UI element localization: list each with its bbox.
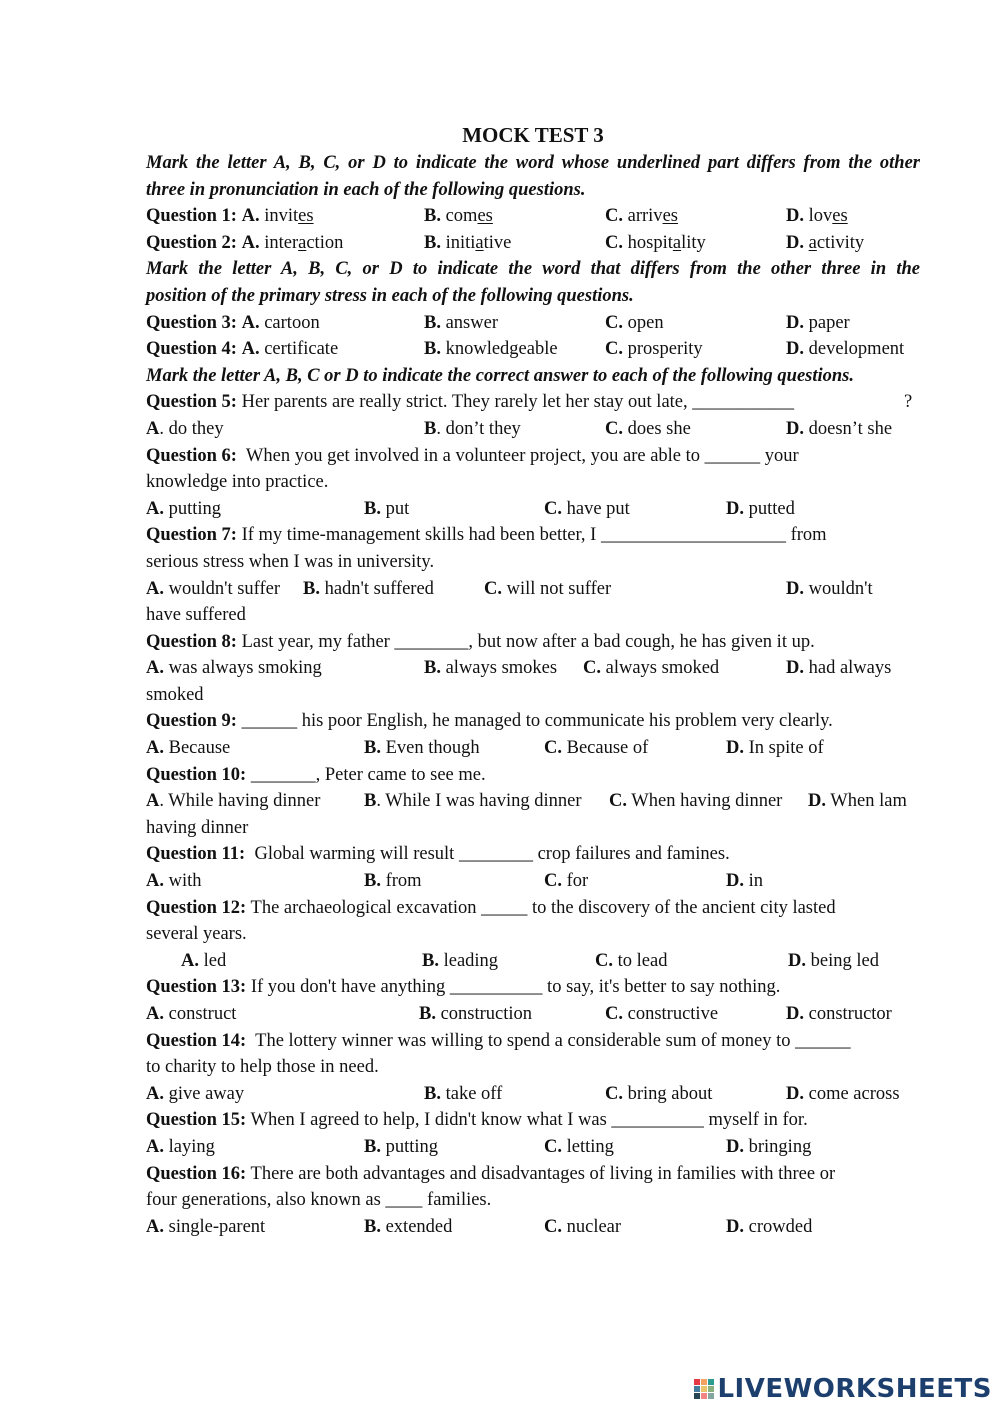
logo-square xyxy=(694,1386,700,1392)
liveworksheets-logo[interactable] xyxy=(694,1371,992,1407)
question-13-options xyxy=(146,1001,920,1028)
question-8-options xyxy=(146,655,920,682)
question-12-options xyxy=(146,948,920,975)
q6-option-a[interactable]: A. putting xyxy=(146,498,222,519)
question-2-options: Question 2: A. interaction B. initiative C. hospitality D. activity xyxy=(146,230,920,257)
q13-option-b[interactable]: B. construction xyxy=(419,1004,533,1024)
question-11-options xyxy=(146,868,920,895)
q11-option-a[interactable]: A. with xyxy=(146,871,202,892)
q4-option-b[interactable]: B. knowledgeable xyxy=(424,339,558,360)
q9-option-d[interactable]: D. In spite of xyxy=(726,738,824,759)
q15-option-b[interactable]: B. putting xyxy=(364,1136,439,1157)
q8-option-d[interactable]: D. had always xyxy=(786,658,892,679)
q8-option-c[interactable]: C. always smoked xyxy=(583,658,720,679)
q5-option-b[interactable]: B. don’t they xyxy=(424,418,521,439)
question-12-stem: Question 12: The archaeological excavation _____ to the discovery of the ancient city lasted xyxy=(146,897,836,918)
q8-option-a[interactable]: A. was always smoking xyxy=(146,658,322,679)
q3-option-d[interactable]: D. paper xyxy=(786,312,850,333)
q2-option-d[interactable]: D. activity xyxy=(786,232,865,253)
q6-option-c[interactable]: C. have put xyxy=(544,498,630,519)
logo-square xyxy=(708,1379,714,1385)
q16-option-c[interactable]: C. nuclear xyxy=(544,1216,622,1237)
q12-option-a[interactable]: A. led xyxy=(181,950,227,971)
q16-option-a[interactable]: A. single-parent xyxy=(146,1216,266,1237)
q11-option-b[interactable]: B. from xyxy=(364,871,422,892)
q3-option-b[interactable]: B. answer xyxy=(424,312,498,333)
q9-option-a[interactable]: A. Because xyxy=(146,738,231,759)
logo-square xyxy=(694,1393,700,1399)
q9-option-b[interactable]: B. Even though xyxy=(364,738,480,759)
q5-option-d[interactable]: D. doesn’t she xyxy=(786,418,893,439)
q15-option-c[interactable]: C. letting xyxy=(544,1136,614,1157)
logo-square xyxy=(701,1379,707,1385)
question-1-options: Question 1: A. invites B. comes C. arrives D. loves xyxy=(146,203,920,230)
q14-option-c[interactable]: C. bring about xyxy=(605,1083,713,1104)
q15-option-d[interactable]: D. bringing xyxy=(726,1136,812,1157)
question-4-options: Question 4: A. certificate B. knowledgeable C. prosperity D. development xyxy=(146,336,920,363)
question-10-stem: Question 10: _______, Peter came to see me. xyxy=(146,764,486,785)
q11-option-c[interactable]: C. for xyxy=(544,871,589,892)
question-10-options xyxy=(146,788,920,815)
q9-option-c[interactable]: C. Because of xyxy=(544,738,649,759)
question-13-stem: Question 13: If you don't have anything __________ to say, it's better to say nothing. xyxy=(146,977,781,998)
logo-square xyxy=(701,1393,707,1399)
q7-option-b[interactable]: B. hadn't suffered xyxy=(303,578,434,599)
q3-option-c[interactable]: C. open xyxy=(605,312,664,333)
question-15-options xyxy=(146,1134,920,1161)
question-7-stem: Question 7: If my time-management skills had been better, I ____________________ from xyxy=(146,525,827,546)
question-7-options xyxy=(146,576,920,603)
question-3-options: Question 3: A. cartoon B. answer C. open D. paper xyxy=(146,310,920,337)
q4-option-c[interactable]: C. prosperity xyxy=(605,339,703,360)
logo-square xyxy=(701,1386,707,1392)
q4-option-d[interactable]: D. development xyxy=(786,339,905,360)
q6-option-d[interactable]: D. putted xyxy=(726,498,795,519)
q5-option-c[interactable]: C. does she xyxy=(605,418,691,439)
q2-option-b[interactable]: B. initiative xyxy=(424,232,512,253)
q15-option-a[interactable]: A. laying xyxy=(146,1136,215,1157)
q1-option-b[interactable]: B. comes xyxy=(424,206,493,227)
question-14-stem: Question 14: The lottery winner was willing to spend a considerable sum of money to ______ xyxy=(146,1030,851,1051)
q7-option-c[interactable]: C. will not suffer xyxy=(484,578,612,599)
q16-option-d[interactable]: D. crowded xyxy=(726,1216,813,1237)
logo-square xyxy=(708,1386,714,1392)
question-16-options xyxy=(146,1214,920,1241)
question-14-options xyxy=(146,1081,920,1108)
question-6-options xyxy=(146,496,920,523)
q5-option-a[interactable]: A. do they xyxy=(146,418,224,439)
q12-option-b[interactable]: B. leading xyxy=(422,950,499,971)
q16-option-b[interactable]: B. extended xyxy=(364,1216,453,1237)
q8-option-b[interactable]: B. always smokes xyxy=(424,658,558,679)
liveworksheets-grid-icon xyxy=(694,1379,714,1399)
question-6-stem: Question 6: When you get involved in a volunteer project, you are able to ______ your xyxy=(146,445,799,466)
logo-square xyxy=(708,1393,714,1399)
q1-option-d[interactable]: D. loves xyxy=(786,206,848,227)
question-5-options xyxy=(146,416,920,443)
q2-option-c[interactable]: C. hospitality xyxy=(605,232,706,253)
question-16-stem: Question 16: There are both advantages and disadvantages of living in families with three or xyxy=(146,1163,836,1184)
instruction-correct-answer: Mark the letter A, B, C or D to indicate the correct answer to each of the following questions. xyxy=(146,365,854,386)
instruction-stress: Mark the letter A, B, C, or D to indicate the word that differs from the other three in the position of the primary stress in each of the following questions. xyxy=(146,259,920,306)
q7-option-d[interactable]: D. wouldn't xyxy=(786,578,873,599)
question-9-options xyxy=(146,735,920,762)
q12-option-c[interactable]: C. to lead xyxy=(595,950,668,971)
question-9-stem: Question 9: ______ his poor English, he managed to communicate his problem very clearly. xyxy=(146,711,833,732)
q14-option-a[interactable]: A. give away xyxy=(146,1083,245,1104)
liveworksheets-wordmark: LIVEWORKSHEETS xyxy=(717,1374,992,1404)
q13-option-a[interactable]: A. construct xyxy=(146,1004,237,1024)
q10-option-c[interactable]: C. When having dinner xyxy=(609,791,783,812)
q12-option-d[interactable]: D. being led xyxy=(788,950,879,971)
question-11-stem: Question 11: Global warming will result ________ crop failures and famines. xyxy=(146,844,730,865)
question-8-stem: Question 8: Last year, my father ________, but now after a bad cough, he has given it up. xyxy=(146,631,815,652)
page-title: MOCK TEST 3 xyxy=(462,123,604,147)
question-15-stem: Question 15: When I agreed to help, I didn't know what I was __________ myself in for. xyxy=(146,1110,808,1131)
q10-option-b[interactable]: B. While I was having dinner xyxy=(364,791,582,812)
q6-option-b[interactable]: B. put xyxy=(364,498,410,519)
logo-square xyxy=(694,1379,700,1385)
q10-option-a[interactable]: A. While having dinner xyxy=(146,791,321,812)
question-5-stem: Question 5: Her parents are really strict. They rarely let her stay out late, ___________ ? xyxy=(146,392,913,413)
q13-option-c[interactable]: C. constructive xyxy=(605,1004,719,1024)
q1-option-c[interactable]: C. arrives xyxy=(605,206,678,227)
q14-option-b[interactable]: B. take off xyxy=(424,1083,503,1104)
instruction-pronunciation: Mark the letter A, B, C, or D to indicate the word whose underlined part differs from the other three in pronunciation in each of the following questions. xyxy=(146,153,920,200)
worksheet: MOCK TEST 3 Mark the letter A, B, C, or D to indicate the word whose underlined part differs from the other three in pronunciation in each of the following questions. Question 1: A. invites B. comes C. arrives D. loves Question 2: A. interaction B. initiative C. hospitality D. activity Mark the letter A, B, C, or D to indicate the word that differs from the other three in the position of the primary stress in each of the following questions. Question 3: A. cartoon B. answer C. open D. paper Question 4: A. certificate B. knowledgeable C. prosperity D. development Mark the letter A, B, C or D to indicate the correct answer to each of the following questions. Question 5: Her parents are really strict. They rarely let her stay out late, ___________ ? A. do they B. don’t they C. does she D. doesn’t she Question 6: When you get involved in a volunteer project, you are able to ______ your knowledge into practice. A. putting B. put C. have put D. putted Question 7: If my time-management skills had been better, I ____________________ from serious stress when I was in university. A. wouldn't suffer B. hadn't suffered C. will not suffer D. wouldn't have suffered Question 8: Last year, my father ________, but now after a bad cough, he has given it up. A. was always smoking B. always smokes C. always smoked D. had always smoked Question 9: ______ his poor English, he managed to communicate his problem very clearly. A. Because B. Even though C. Because of D. In spite of Question 10: _______, Peter came to see me. A. While having dinner B. While I was having dinner C. When having dinner D. When lam having dinner Question 11: Global warming will result ________ crop failures and famines. A. with B. from C. for D. in Question 12: The archaeological excavation _____ to the discovery of the ancient city lasted several years. A. led B. leading C. to lead D. being led Question 13: If you don't have anything __________ to say, it's better to say nothing. A. construct B. construction C. constructive D. constructor Question 14: The lottery winner was willing to spend a considerable sum of money to ______ to charity to help those in need. A. give away B. take off C. bring about D. come across Question 15: When I agreed to help, I didn't know what I was __________ myself in for. A. laying B. putting C. letting D. bringing Question 16: There are both advantages and disadvantages of living in families with three or four generations, also known as ____ families. A. single-parent B. extended C. nuclear D. crowded xyxy=(146,120,920,1240)
q11-option-d[interactable]: D. in xyxy=(726,871,764,892)
q14-option-d[interactable]: D. come across xyxy=(786,1083,900,1104)
q7-option-a[interactable]: A. wouldn't suffer xyxy=(146,578,281,599)
q10-option-d[interactable]: D. When lam xyxy=(808,791,907,812)
q13-option-d[interactable]: D. constructor xyxy=(786,1004,892,1024)
